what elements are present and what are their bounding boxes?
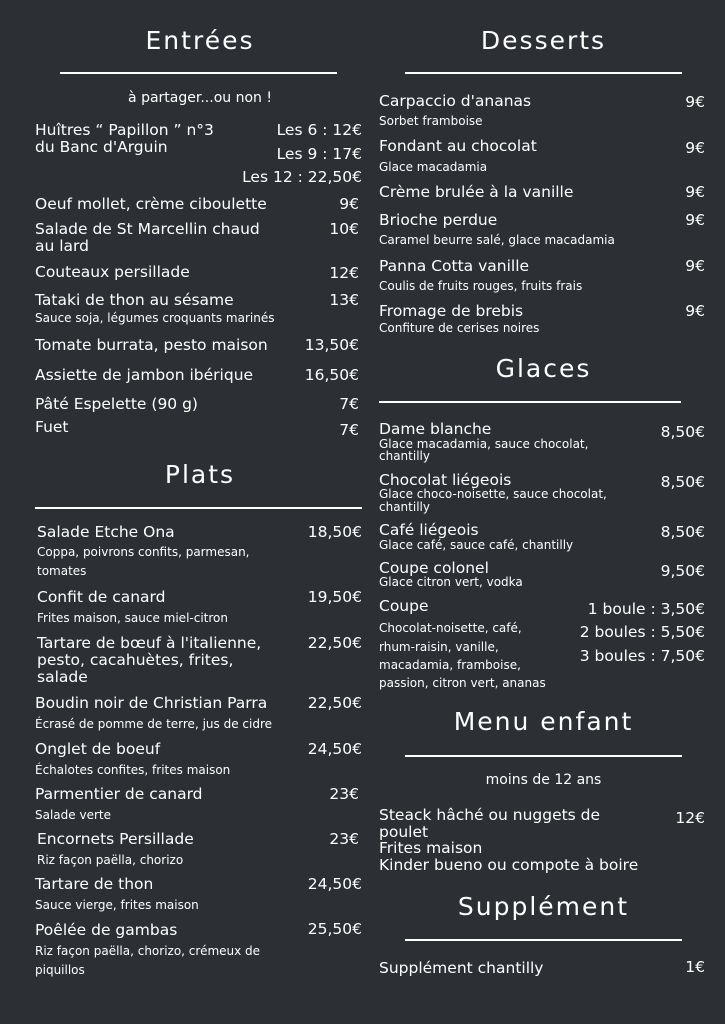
dessert-name: Crème brulée à la vanille	[379, 183, 574, 201]
enfant-rule	[405, 755, 682, 757]
entree-name: Salade de St Marcellin chaud	[35, 220, 260, 238]
dessert-price: 9€	[685, 183, 705, 201]
entree-price: 12€	[329, 264, 359, 282]
dessert-name: Carpaccio d'ananas	[379, 92, 532, 110]
supplement-title: Supplément	[457, 892, 630, 921]
plat-price: 23€	[329, 830, 359, 848]
dessert-price: 9€	[685, 257, 705, 275]
entree-price: 16,50€	[304, 366, 359, 384]
dessert-name: Fondant au chocolat	[379, 137, 537, 155]
plat-price: 18,50€	[307, 523, 362, 541]
plat-name: Parmentier de canard	[35, 785, 203, 803]
plat-name: Onglet de boeuf	[35, 740, 161, 758]
glace-desc: Glace citron vert, vodka	[379, 575, 523, 589]
plats-title: Plats	[164, 460, 236, 489]
plat-price: 23€	[329, 785, 359, 803]
plat-desc: Riz façon paëlla, chorizo, crémeux de	[35, 944, 261, 958]
dessert-desc: Coulis de fruits rouges, fruits frais	[379, 279, 583, 293]
plat-name: Tartare de thon	[35, 875, 154, 893]
glace-price: 8,50€	[660, 473, 705, 491]
entree-name: Tomate burrata, pesto maison	[35, 336, 268, 354]
entree-price: 13,50€	[304, 336, 359, 354]
plat-desc: Sauce vierge, frites maison	[35, 898, 199, 912]
entree-name: au lard	[35, 237, 89, 255]
entrees-subtitle: à partager...ou non !	[128, 90, 272, 106]
plat-desc: Frites maison, sauce miel-citron	[37, 611, 228, 625]
dessert-price: 9€	[685, 302, 705, 320]
glace-desc: Glace macadamia, sauce chocolat,	[379, 437, 589, 451]
dessert-desc: Sorbet framboise	[379, 114, 483, 128]
plat-price: 24,50€	[307, 740, 362, 758]
glace-name: Dame blanche	[379, 420, 492, 438]
coupe-desc: macadamia, framboise,	[379, 658, 521, 672]
glace-price: 8,50€	[660, 523, 705, 541]
plat-price: 24,50€	[307, 875, 362, 893]
glace-desc: Glace café, sauce café, chantilly	[379, 538, 574, 552]
supplement-name: Supplément chantilly	[379, 959, 544, 977]
plat-name: Poêlée de gambas	[35, 921, 178, 939]
entree-price: 7€	[339, 421, 359, 439]
oysters-price-12: Les 12 : 22,50€	[242, 168, 362, 186]
dessert-name: Brioche perdue	[379, 211, 498, 229]
supplement-rule	[405, 939, 682, 941]
entree-name: Fuet	[35, 418, 69, 436]
enfant-price: 12€	[675, 809, 705, 827]
plat-desc: Coppa, poivrons confits, parmesan,	[37, 545, 250, 559]
entree-desc: Sauce soja, légumes croquants marinés	[35, 311, 275, 325]
plat-price: 22,50€	[307, 694, 362, 712]
dessert-name: Panna Cotta vanille	[379, 257, 530, 275]
oysters-name-1: Huîtres “ Papillon ” n°3	[35, 121, 214, 139]
oysters-price-9: Les 9 : 17€	[276, 145, 362, 163]
glace-desc: Glace choco-noisette, sauce chocolat,	[379, 487, 607, 501]
enfant-subtitle: moins de 12 ans	[485, 772, 602, 788]
entree-name: Tataki de thon au sésame	[35, 291, 234, 309]
plat-name: Confit de canard	[37, 588, 166, 606]
coupe-price-3: 3 boules : 7,50€	[579, 647, 705, 665]
plat-desc: piquillos	[35, 963, 85, 977]
enfant-title: Menu enfant	[453, 707, 634, 736]
enfant-line: Steack hâché ou nuggets de	[379, 806, 601, 824]
glaces-rule	[379, 401, 681, 403]
glace-price: 9,50€	[660, 562, 705, 580]
dessert-price: 9€	[685, 211, 705, 229]
dessert-desc: Glace macadamia	[379, 160, 488, 174]
entree-price: 10€	[329, 220, 359, 238]
coupe-desc: Chocolat-noisette, café,	[379, 621, 522, 635]
desserts-rule	[405, 72, 682, 74]
plat-desc: Échalotes confites, frites maison	[35, 763, 231, 777]
plat-price: 25,50€	[307, 920, 362, 938]
oysters-name-2: du Banc d'Arguin	[35, 138, 168, 156]
enfant-line: Frites maison	[379, 839, 483, 857]
plat-desc: Écrasé de pomme de terre, jus de cidre	[35, 717, 272, 731]
plat-desc: Salade verte	[35, 808, 111, 822]
plat-name: Tartare de bœuf à l'italienne,	[37, 634, 262, 652]
entree-name: Oeuf mollet, crème ciboulette	[35, 195, 267, 213]
glace-name: Chocolat liégeois	[379, 471, 512, 489]
plat-name: pesto, cacahuètes, frites,	[37, 651, 234, 669]
entrees-title: Entrées	[145, 26, 255, 55]
coupe-price-2: 2 boules : 5,50€	[579, 623, 705, 641]
plat-price: 19,50€	[307, 588, 362, 606]
supplement-price: 1€	[685, 958, 705, 976]
plats-rule	[35, 507, 362, 509]
glace-desc: chantilly	[379, 500, 430, 514]
dessert-desc: Confiture de cerises noires	[379, 321, 540, 335]
entrees-rule	[60, 72, 337, 74]
glace-desc: chantilly	[379, 449, 430, 463]
plat-desc: tomates	[37, 564, 87, 578]
entree-price: 7€	[339, 395, 359, 413]
entree-price: 13€	[329, 291, 359, 309]
glace-price: 8,50€	[660, 423, 705, 441]
enfant-line: Kinder bueno ou compote à boire	[379, 856, 639, 874]
dessert-desc: Caramel beurre salé, glace macadamia	[379, 233, 615, 247]
glace-name: Coupe colonel	[379, 559, 489, 577]
glace-name: Café liégeois	[379, 521, 479, 539]
plat-price: 22,50€	[307, 634, 362, 652]
dessert-price: 9€	[685, 139, 705, 157]
glaces-title: Glaces	[495, 354, 592, 383]
desserts-title: Desserts	[480, 26, 607, 55]
coupe-desc: passion, citron vert, ananas	[379, 676, 546, 690]
coupe-name: Coupe	[379, 597, 429, 615]
entree-name: Assiette de jambon ibérique	[35, 366, 254, 384]
plat-name: Boudin noir de Christian Parra	[35, 694, 268, 712]
dessert-name: Fromage de brebis	[379, 302, 524, 320]
coupe-desc: rhum-raisin, vanille,	[379, 640, 499, 654]
entree-price: 9€	[339, 195, 359, 213]
plat-desc: Riz façon paëlla, chorizo	[37, 853, 184, 867]
plat-name: Salade Etche Ona	[37, 523, 175, 541]
entree-name: Couteaux persillade	[35, 263, 190, 281]
plat-name: salade	[37, 668, 88, 686]
coupe-price-1: 1 boule : 3,50€	[587, 600, 705, 618]
enfant-line: poulet	[379, 823, 429, 841]
entree-name: Pâté Espelette (90 g)	[35, 395, 198, 413]
dessert-price: 9€	[685, 93, 705, 111]
oysters-price-6: Les 6 : 12€	[276, 121, 362, 139]
plat-name: Encornets Persillade	[37, 830, 194, 848]
